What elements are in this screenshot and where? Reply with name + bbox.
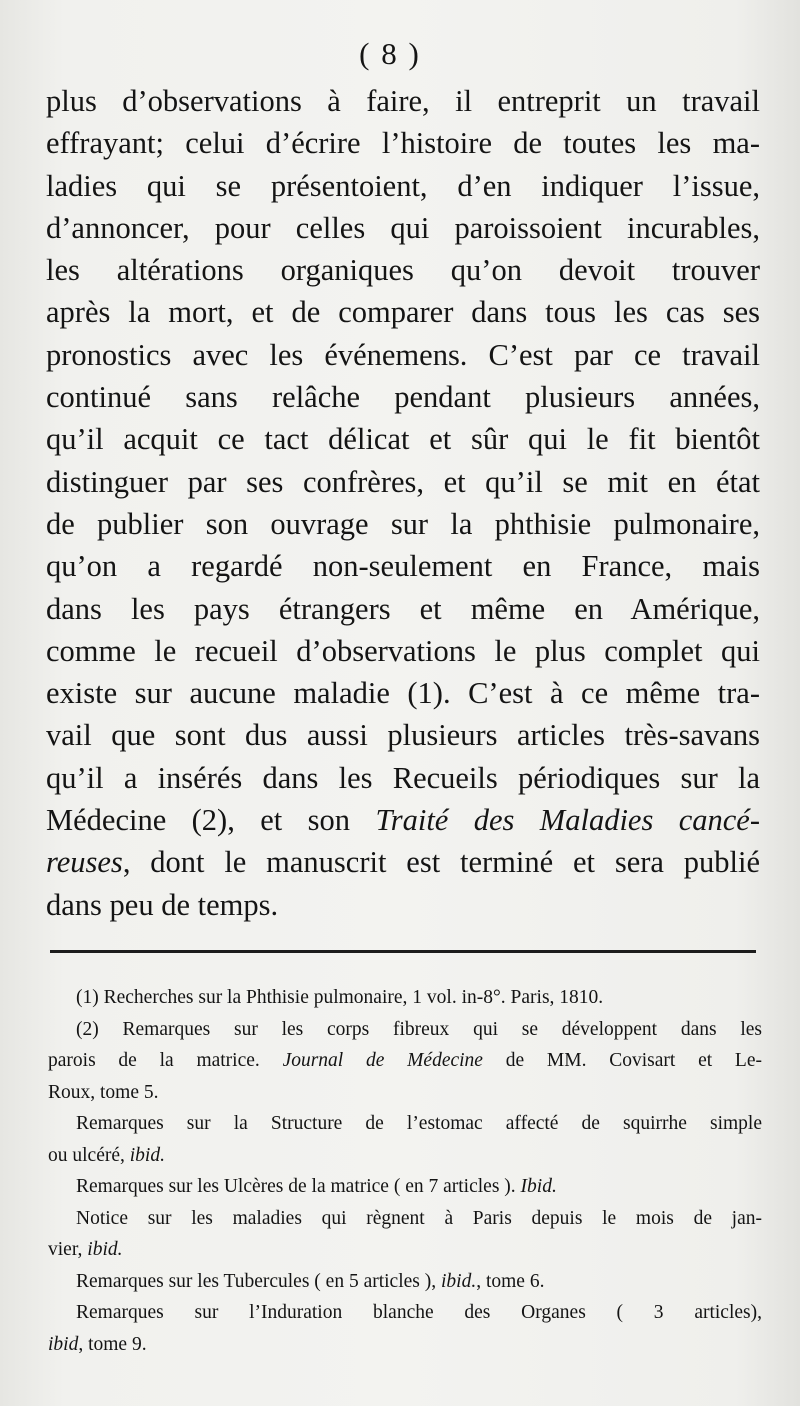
- text-line: après la mort, et de comparer dans tous les cas ses: [46, 295, 760, 330]
- footnote-line: [48, 1266, 762, 1298]
- text-line: effrayant; celui d’écrire l’histoire de toutes les ma-: [46, 126, 760, 161]
- footnote-line: [48, 1329, 762, 1361]
- text-line: qu’on a regardé non-seulement en France, mais: [46, 549, 760, 584]
- ibid-italic: ibid.: [441, 1270, 477, 1292]
- footnote-line: [48, 1234, 762, 1266]
- text-segment: de MM. Covisart et Le-: [482, 1050, 762, 1071]
- text-line: d’annoncer, pour celles qui paroissoient incurables,: [46, 210, 760, 245]
- footnote-separator: [50, 950, 756, 953]
- footnote-line: Remarques sur la Structure de l’estomac affecté de squirrhe simple: [76, 1113, 762, 1134]
- text-segment: , tome 6.: [476, 1270, 545, 1292]
- book-title-italic: reuses: [46, 845, 123, 880]
- text-segment: ou ulcéré,: [48, 1144, 130, 1166]
- main-text: [46, 80, 760, 926]
- text-line: les altérations organiques qu’on devoit trouver: [46, 253, 760, 288]
- ibid-italic: ibid.: [129, 1144, 165, 1166]
- text-line: dans peu de temps.: [46, 887, 279, 922]
- text-segment: Remarques sur les Ulcères de la matrice ( en 7 articles ).: [76, 1176, 521, 1197]
- text-line: existe sur aucune maladie (1). C’est à ce même tra-: [46, 676, 760, 711]
- text-line: distinguer par ses confrères, et qu’il se mit en état: [46, 464, 760, 499]
- footnote-line: Remarques sur l’Induration blanche des Organes ( 3 articles),: [76, 1302, 762, 1323]
- book-title-italic: Traité des Maladies cancé-: [375, 803, 760, 838]
- footnote-line: [48, 1171, 762, 1203]
- text-line: plus d’observations à faire, il entreprit un travail: [46, 84, 760, 118]
- footnote-line: (2) Remarques sur les corps fibreux qui se développent dans les: [76, 1018, 762, 1040]
- text-line: ladies qui se présentoient, d’en indiquer l’issue,: [46, 168, 760, 203]
- ibid-italic: ibid: [48, 1333, 79, 1355]
- text-line: dans les pays étrangers et même en Amérique,: [46, 591, 760, 626]
- text-line: qu’il acquit ce tact délicat et sûr qui le fit bientôt: [46, 422, 760, 457]
- text-line: continué sans relâche pendant plusieurs années,: [46, 380, 760, 415]
- text-segment: Remarques sur les Tubercules ( en 5 articles ),: [76, 1270, 441, 1292]
- page-number: ( 8 ): [359, 36, 421, 71]
- text-segment: vier,: [48, 1239, 88, 1260]
- footnotes: [48, 982, 762, 1360]
- text-line: qu’il a insérés dans les Recueils périodiques sur la: [46, 760, 760, 795]
- text-line: vail que sont dus aussi plusieurs articles très-savans: [46, 718, 760, 753]
- text-segment: Médecine (2), et son: [46, 803, 376, 838]
- text-line: pronostics avec les événemens. C’est par ce travail: [46, 337, 760, 372]
- text-segment: parois de la matrice.: [48, 1050, 283, 1071]
- footnote-line: [48, 1140, 762, 1172]
- footnote-line: (1) Recherches sur la Phthisie pulmonaire, 1 vol. in-8°. Paris, 1810.: [76, 987, 604, 1008]
- ibid-italic: ibid.: [87, 1239, 123, 1260]
- text-segment: , tome 9.: [78, 1333, 147, 1355]
- ibid-italic: Ibid.: [520, 1176, 557, 1197]
- footnote-line: Roux, tome 5.: [48, 1081, 159, 1103]
- footnote-line: Notice sur les maladies qui règnent à Paris depuis le mois de jan-: [76, 1207, 762, 1229]
- text-line: comme le recueil d’observations le plus complet qui: [46, 633, 760, 668]
- journal-title-italic: Journal de Médecine: [282, 1050, 483, 1071]
- footnote-line: [48, 1045, 762, 1077]
- text-line: [46, 799, 760, 841]
- text-segment: , dont le manuscrit est terminé et sera publié: [122, 845, 760, 880]
- text-line: [46, 841, 760, 883]
- text-line: de publier son ouvrage sur la phthisie pulmonaire,: [46, 506, 760, 541]
